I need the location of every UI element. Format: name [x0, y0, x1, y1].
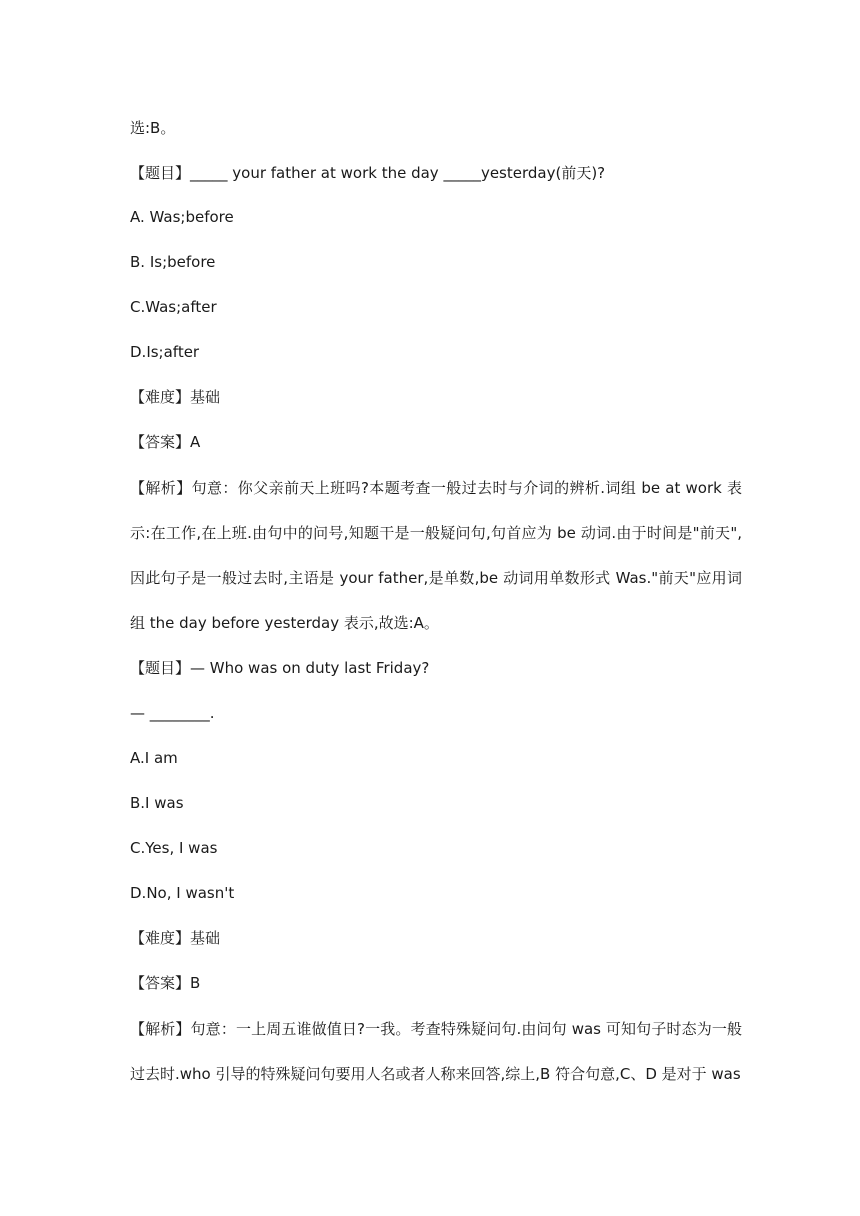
question-1-answer: 【答案】A — [130, 433, 201, 451]
question-1-difficulty: 【难度】基础 — [130, 388, 221, 406]
question-2-option-d: D.No, I wasn't — [130, 884, 235, 902]
question-2-answer: 【答案】B — [130, 974, 201, 992]
question-1-analysis: 【解析】句意：你父亲前天上班吗?本题考查一般过去时与介词的辨析.词组 be at work 表示:在工作,在上班.由句中的问号,知题干是一般疑问句,句首应为 be 动词.由于时间是"前天",因此句子是一般过去时,主语是 your father,是单数,be 动词用单数形式 Was."前天"应用词组 the day before yesterday 表示,故选:A。 — [130, 479, 742, 632]
question-1-title: 【题目】_____ your father at work the day _____yesterday(前天)? — [130, 164, 606, 182]
question-2-option-c: C.Yes, I was — [130, 839, 218, 857]
question-2-analysis: 【解析】句意：一上周五谁做值日?一我。考查特殊疑问句.由问句 was 可知句子时态为一般过去时.who 引导的特殊疑问句要用人名或者人称来回答,综上,B 符合句意,C、D 是对于 was — [130, 1020, 742, 1083]
question-2-answer-blank: — ________. — [130, 704, 215, 722]
previous-answer-tail: 选:B。 — [130, 119, 176, 137]
question-1-option-a: A. Was;before — [130, 208, 234, 226]
question-1-option-d: D.Is;after — [130, 343, 200, 361]
question-2-option-b: B.I was — [130, 794, 184, 812]
question-1-option-c: C.Was;after — [130, 298, 217, 316]
question-1-option-b: B. Is;before — [130, 253, 216, 271]
question-2-title: 【题目】— Who was on duty last Friday? — [130, 659, 430, 677]
question-2-difficulty: 【难度】基础 — [130, 929, 221, 947]
question-2-option-a: A.I am — [130, 749, 178, 767]
